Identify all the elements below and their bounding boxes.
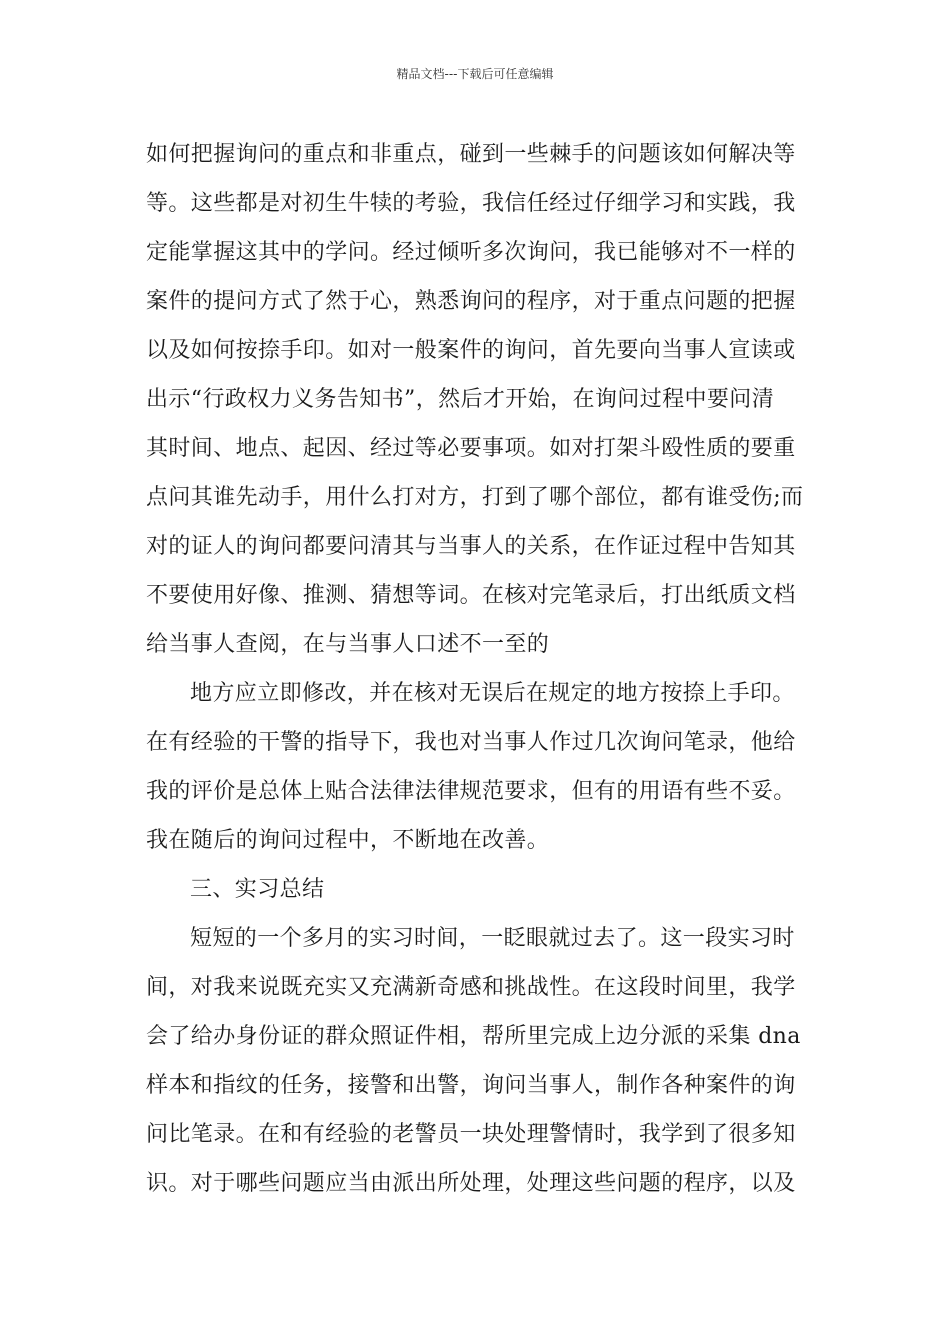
paragraph-line: 在有经验的干警的指导下，我也对当事人作过几次询问笔录，他给 <box>146 730 796 755</box>
paragraph-line: 对的证人的询问都要问清其与当事人的关系，在作证过程中告知其 <box>146 534 796 559</box>
paragraph-line: 我在随后的询问过程中，不断地在改善。 <box>146 828 550 853</box>
paragraph-line: 地方应立即修改，并在核对无误后在规定的地方按捺上手印。 <box>190 681 795 706</box>
paragraph-line: 以及如何按捺手印。如对一般案件的询问，首先要向当事人宣读或 <box>146 338 796 363</box>
paragraph-line: 如何把握询问的重点和非重点，碰到一些棘手的问题该如何解决等 <box>146 142 796 167</box>
paragraph-line: 问比笔录。在和有经验的老警员一块处理警情时，我学到了很多知 <box>146 1122 796 1147</box>
paragraph-line: 识。对于哪些问题应当由派出所处理，处理这些问题的程序，以及 <box>146 1171 796 1196</box>
paragraph-line: 点问其谁先动手，用什么打对方，打到了哪个部位，都有谁受伤;而 <box>146 485 804 510</box>
paragraph-line: 案件的提问方式了然于心，熟悉询问的程序，对于重点问题的把握 <box>146 289 796 314</box>
document-header: 精品文档---下载后可任意编辑 <box>396 67 554 81</box>
document-body <box>146 130 810 1208</box>
section-heading: 三、实习总结 <box>190 877 325 902</box>
paragraph-line: 间，对我来说既充实又充满新奇感和挑战性。在这段时间里，我学 <box>146 975 796 1000</box>
paragraph-line: 其时间、地点、起因、经过等必要事项。如对打架斗殴性质的要重 <box>146 436 796 461</box>
paragraph-line: 给当事人查阅，在与当事人口述不一至的 <box>146 632 550 657</box>
paragraph-line: 出示“行政权力义务告知书”，然后才开始，在询问过程中要问清 <box>146 387 775 412</box>
paragraph-line: 会了给办身份证的群众照证件相，帮所里完成上边分派的采集 dna <box>146 1024 801 1049</box>
paragraph-line: 等。这些都是对初生牛犊的考验，我信任经过仔细学习和实践，我 <box>146 191 796 216</box>
paragraph-line: 定能掌握这其中的学问。经过倾听多次询问，我已能够对不一样的 <box>146 240 796 265</box>
paragraph-line: 不要使用好像、推测、猜想等词。在核对完笔录后，打出纸质文档 <box>146 583 796 608</box>
paragraph-line: 样本和指纹的任务，接警和出警，询问当事人，制作各种案件的询 <box>146 1073 796 1098</box>
paragraph-line: 短短的一个多月的实习时间，一眨眼就过去了。这一段实习时 <box>190 926 795 951</box>
paragraph-line: 我的评价是总体上贴合法律法律规范要求，但有的用语有些不妥。 <box>146 779 796 804</box>
